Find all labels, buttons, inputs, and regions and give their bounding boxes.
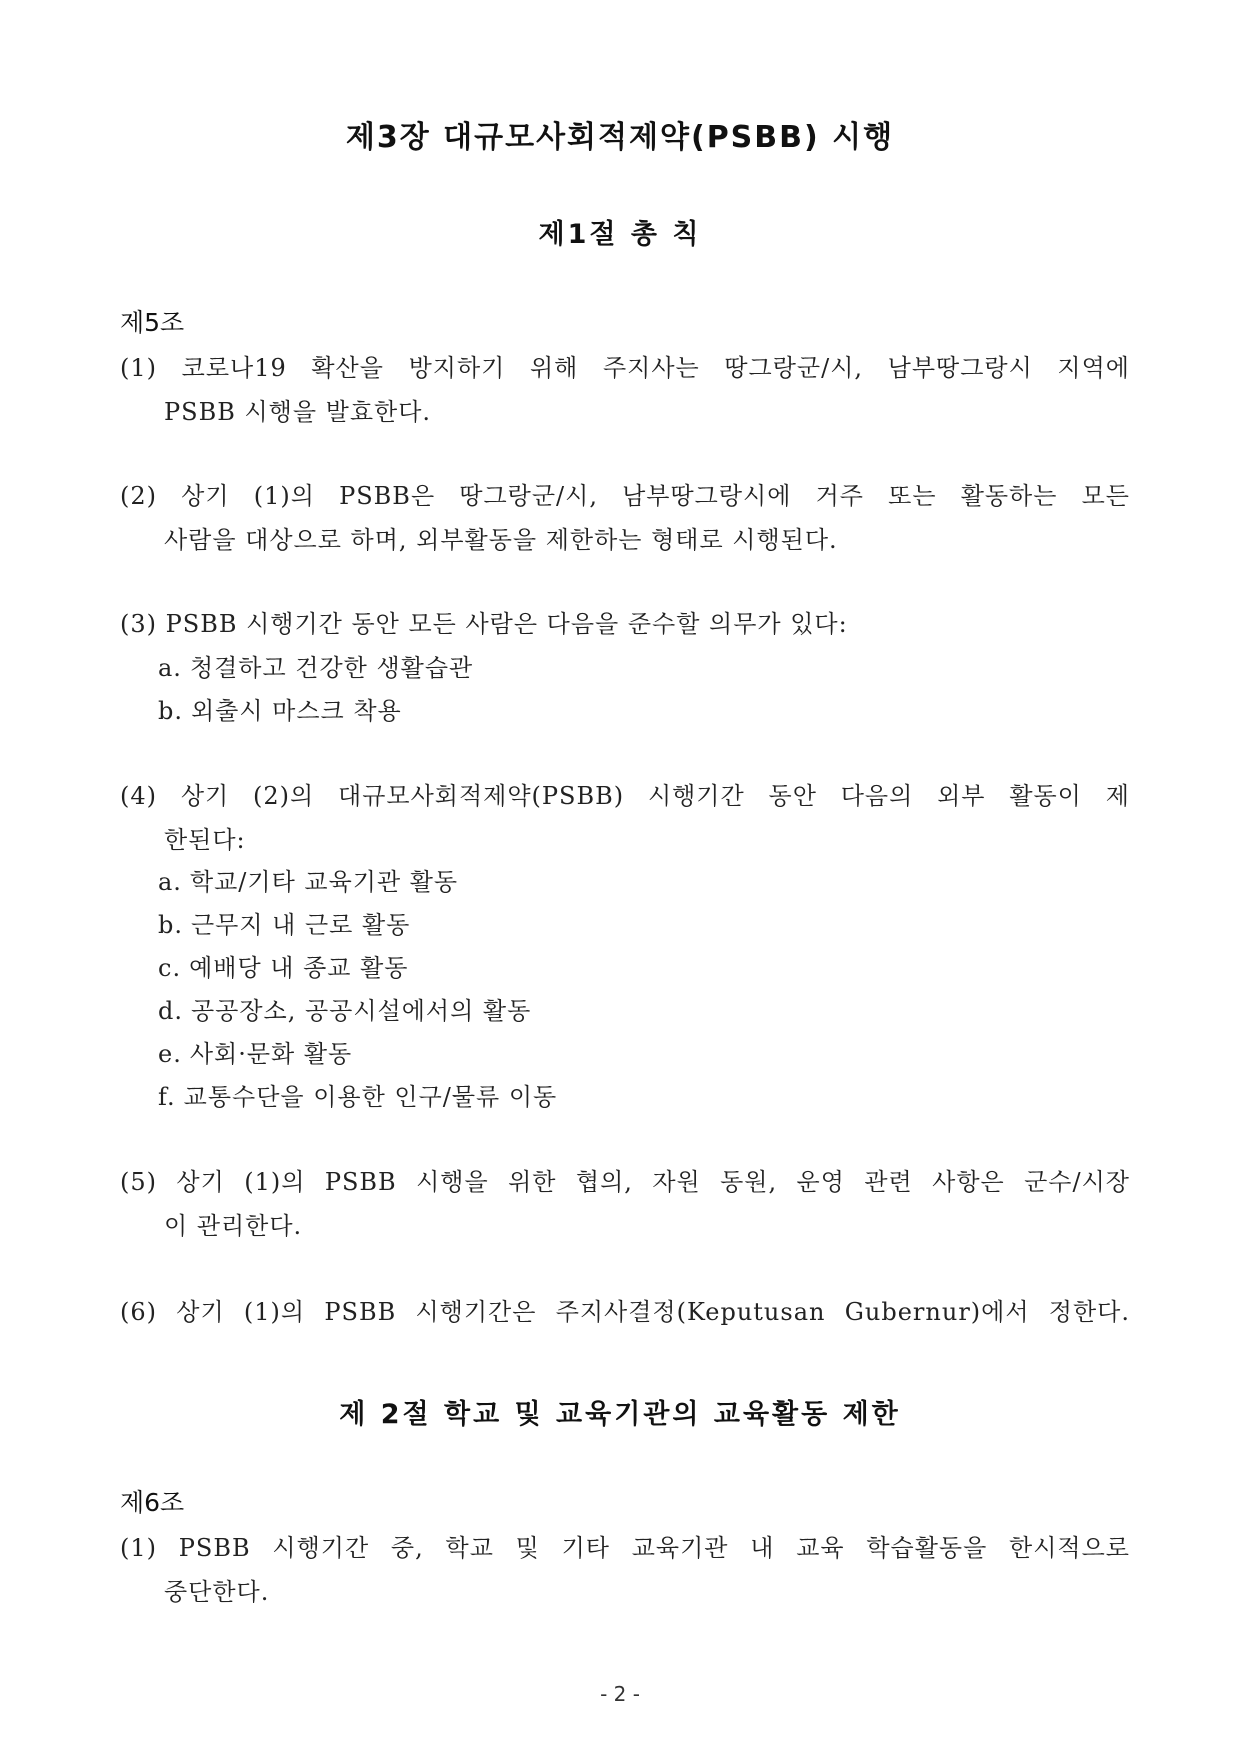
list-letter: a. bbox=[158, 654, 182, 682]
word: PSBB bbox=[324, 1168, 397, 1196]
word: Gubernur)에서 bbox=[844, 1298, 1030, 1326]
word: 주지사결정(Keputusan bbox=[555, 1298, 826, 1326]
word: 상기 bbox=[176, 1168, 225, 1196]
article-heading: 제5조 bbox=[120, 308, 185, 337]
paragraph-line: 이 관리한다. bbox=[164, 1212, 303, 1240]
word: 자원 bbox=[652, 1168, 701, 1196]
article-heading: 제6조 bbox=[120, 1488, 185, 1517]
word: 시행을 bbox=[416, 1168, 489, 1196]
list-text: 사회·문화 활동 bbox=[189, 1040, 353, 1068]
paragraph-line bbox=[120, 1160, 1130, 1204]
list-letter: d. bbox=[158, 997, 183, 1025]
list-text: 공공장소, 공공시설에서의 활동 bbox=[191, 997, 532, 1025]
word: 대규모사회적제약(PSBB) bbox=[338, 782, 625, 810]
word: 학습활동을 bbox=[866, 1534, 988, 1562]
paragraph-line bbox=[120, 346, 1130, 390]
list-letter: b. bbox=[158, 697, 183, 725]
word: 기타 bbox=[561, 1534, 610, 1562]
list-letter: c. bbox=[158, 954, 182, 982]
paragraph-line: 중단한다. bbox=[164, 1578, 270, 1606]
list-letter: a. bbox=[158, 868, 182, 896]
word: 상기 bbox=[180, 782, 230, 810]
paragraph bbox=[120, 602, 1130, 646]
word: 시행기간은 bbox=[415, 1298, 537, 1326]
word: 운영 bbox=[796, 1168, 845, 1196]
word: 방지하기 bbox=[408, 354, 506, 382]
word: 남부땅그랑시에 bbox=[622, 482, 792, 510]
paragraph bbox=[120, 1160, 1130, 1248]
word: 교육 bbox=[796, 1534, 845, 1562]
list-text: 교통수단을 이용한 인구/물류 이동 bbox=[183, 1083, 558, 1111]
word: 사항은 bbox=[932, 1168, 1005, 1196]
paragraph bbox=[120, 1526, 1130, 1614]
word: 상기 bbox=[176, 1298, 225, 1326]
paragraph-line bbox=[120, 774, 1130, 818]
list-text: 외출시 마스크 착용 bbox=[191, 697, 402, 725]
section-title: 제1절 총 칙 bbox=[538, 219, 702, 250]
word: 위해 bbox=[529, 354, 579, 382]
word: 내 bbox=[750, 1534, 775, 1562]
word: (4) bbox=[120, 782, 157, 810]
word: 군수/시장 bbox=[1024, 1168, 1130, 1196]
word: 활동하는 bbox=[960, 482, 1058, 510]
word: 중, bbox=[390, 1534, 424, 1562]
word: (5) bbox=[120, 1168, 157, 1196]
chapter-title: 제3장 대규모사회적제약(PSBB) 시행 bbox=[345, 120, 895, 155]
word: 제 bbox=[1105, 782, 1130, 810]
word: 다음의 bbox=[840, 782, 914, 810]
word: (1)의 bbox=[243, 1298, 306, 1326]
word: 정한다. bbox=[1048, 1298, 1130, 1326]
word: 관련 bbox=[864, 1168, 913, 1196]
word: 모든 bbox=[1081, 482, 1130, 510]
word: 시행기간 bbox=[647, 782, 745, 810]
page-number: - 2 - bbox=[600, 1682, 640, 1706]
word: 동원, bbox=[720, 1168, 778, 1196]
word: 시행기간 bbox=[272, 1534, 370, 1562]
section-title: 제 2절 학교 및 교육기관의 교육활동 제한 bbox=[339, 1399, 901, 1430]
paragraph bbox=[120, 774, 1130, 862]
paragraph-line: PSBB 시행을 발효한다. bbox=[164, 398, 432, 426]
word: PSBB bbox=[324, 1298, 397, 1326]
word: 교육기관 bbox=[631, 1534, 729, 1562]
list-text: 예배당 내 종교 활동 bbox=[189, 954, 409, 982]
list-text: 근무지 내 근로 활동 bbox=[191, 911, 411, 939]
paragraph-line bbox=[120, 1290, 1130, 1334]
list-item bbox=[158, 860, 458, 904]
paragraph-line bbox=[120, 1526, 1130, 1570]
word: 확산을 bbox=[311, 354, 384, 382]
word: 활동이 bbox=[1009, 782, 1082, 810]
word: 코로나19 bbox=[181, 354, 287, 382]
word: 한시적으로 bbox=[1009, 1534, 1130, 1562]
list-item bbox=[158, 646, 473, 690]
word: (2)의 bbox=[253, 782, 315, 810]
list-text: 학교/기타 교육기관 활동 bbox=[189, 868, 459, 896]
paragraph bbox=[120, 474, 1130, 562]
paragraph-line: 한된다: bbox=[164, 826, 246, 854]
paragraph bbox=[120, 1290, 1130, 1334]
list-item bbox=[158, 946, 408, 990]
list-item bbox=[158, 1075, 557, 1119]
word: 땅그랑군/시, bbox=[724, 354, 864, 382]
word: (6) bbox=[120, 1298, 157, 1326]
paragraph-line: (3) PSBB 시행기간 동안 모든 사람은 다음을 준수할 의무가 있다: bbox=[120, 610, 848, 638]
word: 협의, bbox=[575, 1168, 633, 1196]
list-letter: b. bbox=[158, 911, 183, 939]
word: 및 bbox=[515, 1534, 540, 1562]
word: 또는 bbox=[888, 482, 937, 510]
list-item bbox=[158, 1032, 352, 1076]
paragraph-line bbox=[120, 474, 1130, 518]
word: 주지사는 bbox=[602, 354, 700, 382]
word: PSBB은 bbox=[339, 482, 436, 510]
word: (1) bbox=[120, 354, 157, 382]
word: (1)의 bbox=[244, 1168, 306, 1196]
word: (1)의 bbox=[253, 482, 315, 510]
word: (1) bbox=[120, 1534, 157, 1562]
paragraph bbox=[120, 346, 1130, 434]
word: 땅그랑군/시, bbox=[459, 482, 598, 510]
paragraph-line: 사람을 대상으로 하며, 외부활동을 제한하는 형태로 시행된다. bbox=[164, 526, 838, 554]
word: 거주 bbox=[815, 482, 864, 510]
list-letter: f. bbox=[158, 1083, 176, 1111]
word: 외부 bbox=[937, 782, 986, 810]
list-letter: e. bbox=[158, 1040, 182, 1068]
word: 남부땅그랑시 bbox=[887, 354, 1033, 382]
list-text: 청결하고 건강한 생활습관 bbox=[189, 654, 474, 682]
list-item bbox=[158, 989, 531, 1033]
word: 동안 bbox=[768, 782, 817, 810]
list-item bbox=[158, 689, 402, 733]
word: 상기 bbox=[181, 482, 230, 510]
word: 지역에 bbox=[1057, 354, 1130, 382]
word: 학교 bbox=[445, 1534, 494, 1562]
word: PSBB bbox=[178, 1534, 251, 1562]
word: 위한 bbox=[508, 1168, 557, 1196]
list-item bbox=[158, 903, 410, 947]
word: (2) bbox=[120, 482, 157, 510]
